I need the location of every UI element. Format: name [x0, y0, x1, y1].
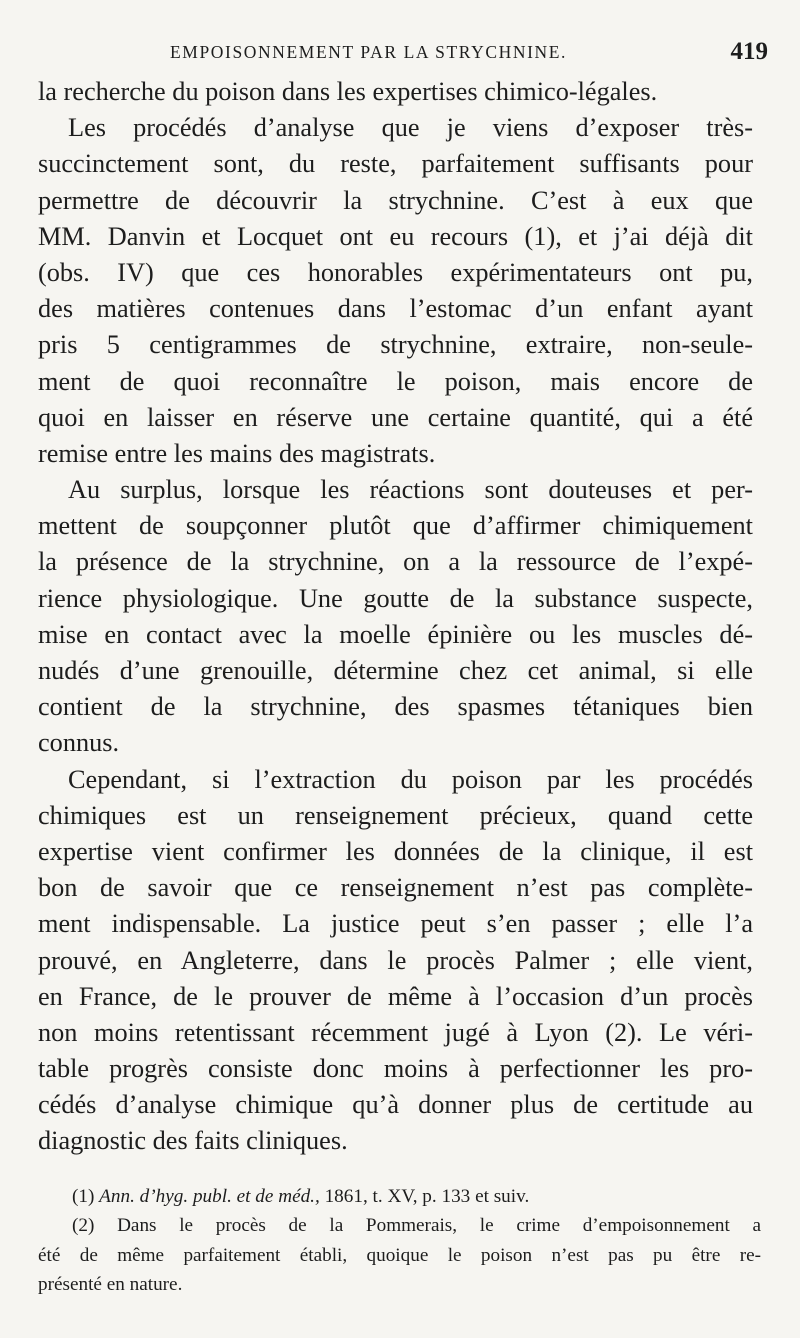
text-line: la présence de la strychnine, on a la ressource de l’expé- [38, 547, 753, 577]
text-line: (obs. IV) que ces honorables expérimentateurs ont pu, [38, 257, 753, 287]
text-line: rience physiologique. Une goutte de la substance suspecte, [38, 583, 753, 613]
text-line: Cependant, si l’extraction du poison par les procédés [68, 764, 753, 794]
footnote-marker: (1) [72, 1186, 95, 1207]
footnote-2-line: (2) Dans le procès de la Pommerais, le crime d’empoisonnement a [72, 1215, 761, 1237]
footnote-reference: 1861, t. XV, p. 133 et suiv. [324, 1186, 530, 1207]
footnote-source: Ann. d’hyg. publ. et de méd., [99, 1186, 320, 1207]
text-line: mise en contact avec la moelle épinière ou les muscles dé- [38, 619, 753, 649]
footnote-1 [38, 1182, 761, 1211]
text-line: pris 5 centigrammes de strychnine, extraire, non-seule- [38, 330, 753, 360]
text-line: bon de savoir que ce renseignement n’est pas complète- [38, 873, 753, 903]
page-number: 419 [730, 38, 768, 65]
text-line: non moins retentissant récemment jugé à Lyon (2). Le véri- [38, 1017, 753, 1047]
text-line: remise entre les mains des magistrats. [38, 438, 436, 468]
paragraph-1 [38, 74, 753, 110]
text-line: contient de la strychnine, des spasmes tétaniques bien [38, 692, 753, 722]
body-text [38, 74, 753, 1160]
text-line: table progrès consiste donc moins à perfectionner les pro- [38, 1054, 753, 1084]
text-line: prouvé, en Angleterre, dans le procès Palmer ; elle vient, [38, 945, 753, 975]
footnote-2-line: présenté en nature. [38, 1274, 183, 1296]
paragraph-2 [38, 110, 753, 472]
text-line: MM. Danvin et Locquet ont eu recours (1), et j’ai déjà dit [38, 221, 753, 251]
text-line: connus. [38, 728, 120, 758]
text-line: Au surplus, lorsque les réactions sont douteuses et per- [68, 475, 753, 505]
text-line: quoi en laisser en réserve une certaine quantité, qui a été [38, 402, 753, 432]
text-line: des matières contenues dans l’estomac d’un enfant ayant [38, 294, 753, 324]
paragraph-3 [38, 472, 753, 762]
text-line: diagnostic des faits cliniques. [38, 1126, 348, 1156]
text-line: nudés d’une grenouille, détermine chez cet animal, si elle [38, 656, 753, 685]
text-line: ment indispensable. La justice peut s’en passer ; elle l’a [38, 909, 753, 939]
text-line: permettre de découvrir la strychnine. C’est à eux que [38, 185, 753, 215]
text-line: Les procédés d’analyse que je viens d’exposer très- [68, 113, 753, 143]
text-line: mettent de soupçonner plutôt que d’affirmer chimiquement [38, 511, 753, 541]
text-line: succinctement sont, du reste, parfaitement suffisants pour [38, 149, 753, 179]
paragraph-4 [38, 762, 753, 1160]
text-line: cédés d’analyse chimique qu’à donner plus de certitude au [38, 1090, 753, 1120]
footnotes [38, 1182, 761, 1300]
text-line: chimiques est un renseignement précieux, quand cette [38, 800, 753, 830]
text-line: ment de quoi reconnaître le poison, mais encore de [38, 366, 753, 396]
text-line: expertise vient confirmer les données de la clinique, il est [38, 836, 753, 866]
footnote-2-line: été de même parfaitement établi, quoique le poison n’est pas pu être re- [38, 1244, 761, 1266]
text-line: la recherche du poison dans les expertises chimico-légales. [38, 77, 658, 106]
running-head [38, 38, 768, 68]
text-line: en France, de le prouver de même à l’occasion d’un procès [38, 981, 753, 1011]
running-title: EMPOISONNEMENT PAR LA STRYCHNINE. [170, 42, 568, 62]
